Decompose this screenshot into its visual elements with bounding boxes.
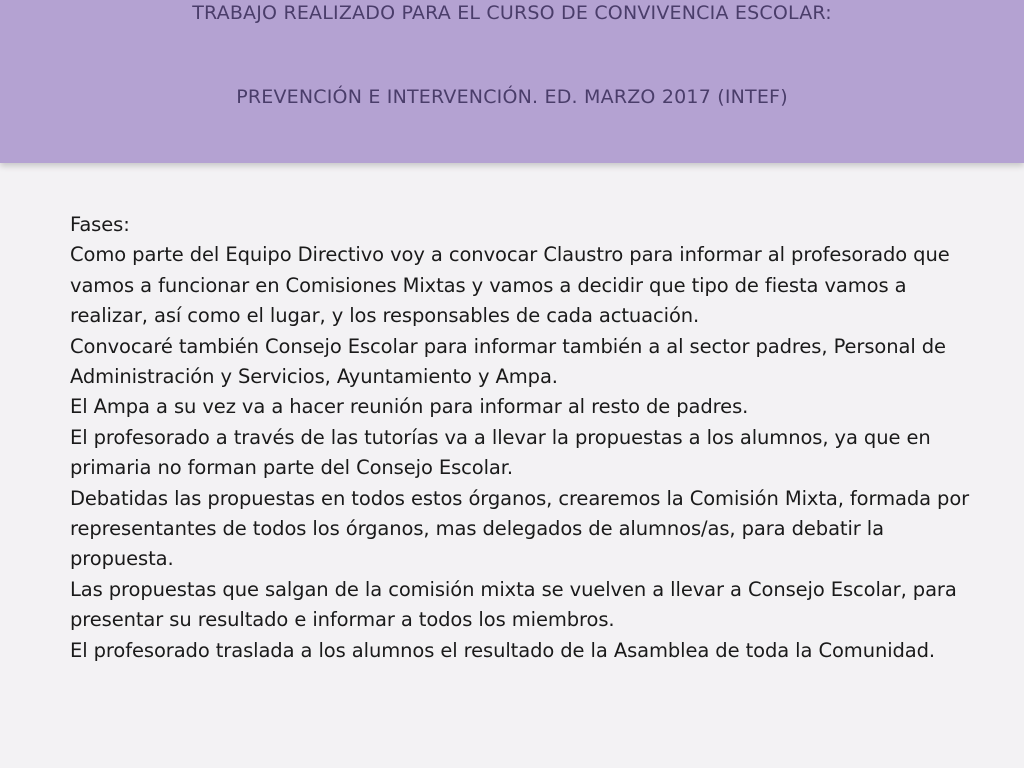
slide-body bbox=[70, 210, 970, 666]
paragraph-asamblea: El profesorado traslada a los alumnos el resultado de la Asamblea de toda la Comunidad. bbox=[70, 638, 936, 662]
paragraph-comision-mixta: Debatidas las propuestas en todos estos órganos, crearemos la Comisión Mixta, formada por representantes de todos los órganos, mas delegados de alumnos/as, para debatir la propuesta. bbox=[70, 486, 970, 571]
paragraph-ampa: El Ampa a su vez va a hacer reunión para informar al resto de padres. bbox=[70, 395, 749, 419]
title-banner bbox=[0, 0, 1024, 163]
paragraph-tutorias: El profesorado a través de las tutorías va a llevar la propuestas a los alumnos, ya que en primaria no forman parte del Consejo Escolar. bbox=[70, 425, 931, 480]
title-line-2: PREVENCIÓN E INTERVENCIÓN. ED. MARZO 2017 (INTEF) bbox=[236, 86, 788, 108]
paragraph-claustro: Como parte del Equipo Directivo voy a convocar Claustro para informar al profesorado que vamos a funcionar en Comisiones Mixtas y vamos a decidir que tipo de fiesta vamos a realizar, así como el lugar, y los responsables de cada actuación. bbox=[70, 243, 950, 328]
paragraph-consejo-escolar: Convocaré también Consejo Escolar para informar también a al sector padres, Personal de Administración y Servicios, Ayuntamiento y Ampa. bbox=[70, 334, 946, 389]
title-line-1: TRABAJO REALIZADO PARA EL CURSO DE CONVIVENCIA ESCOLAR: bbox=[192, 2, 832, 24]
paragraph-fases: Fases: bbox=[70, 213, 130, 236]
paragraph-propuestas: Las propuestas que salgan de la comisión mixta se vuelven a llevar a Consejo Escolar, para presentar su resultado e informar a todos los miembros. bbox=[70, 577, 957, 632]
